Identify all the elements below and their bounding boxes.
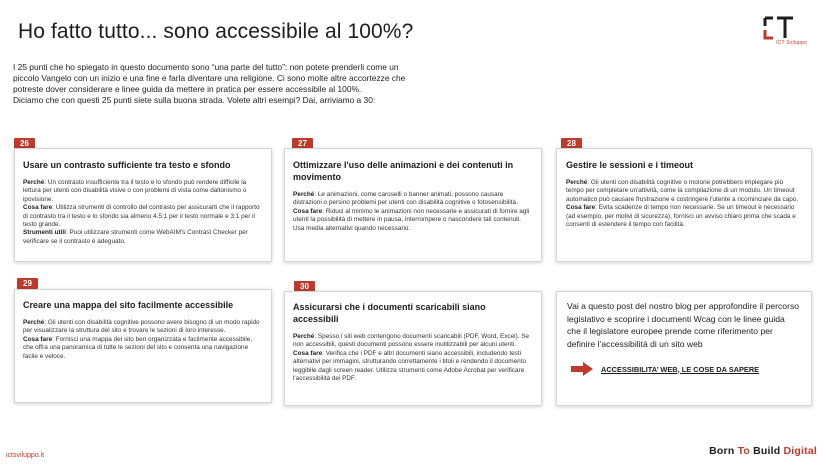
- card-title: Assicurarsi che i documenti scaricabili siano accessibili: [293, 302, 486, 324]
- section-text: : Evita scadenze di tempo non necessarie. Se un timeout è necessario (ad esempio, per motivi di sicurezza), fornisci un avviso chiaro prima che scada e consenti di estendere il tempo con facilità.: [566, 204, 796, 229]
- card-number-badge: 29: [17, 278, 38, 289]
- card-section-why: [23, 179, 263, 204]
- card-section-why: [566, 179, 802, 204]
- section-text: : Utilizza strumenti di controllo del contrasto per assicurarti che il rapporto di contrasto tra il testo e lo sfondo sia almeno 4.5:1 per il testo normale e 3:1 per il testo grande.: [23, 204, 260, 229]
- section-label: Perché: [23, 319, 45, 326]
- section-text: : Verifica che i PDF e altri documenti siano accessibili, includendo testi alternativi per immagini, strutturando correttamente i titoli e rendendo il documento leggibile dagli screen reader. Utilizza strumenti come Adobe Acrobat per verificare l'accessibilità dei PDF.: [293, 349, 527, 383]
- card-section-why: [293, 333, 533, 350]
- intro-line: potreste dover considerare e linee guida da mettere in pratica per essere accessibile al 100%.: [13, 84, 362, 94]
- card-number-badge: 30: [294, 281, 315, 292]
- promo-text: Vai a questo post del nostro blog per approfondire il percorso legislativo e scoprire i documenti Wcag con le linee guida che il legislatore europee prende come riferimento per definire l’accessibilità di un sito web: [567, 301, 800, 349]
- logo-text: ICT Sviluppo: [776, 40, 807, 46]
- card-number-badge: 27: [292, 138, 313, 149]
- section-text: : Puoi utilizzare strumenti come WebAIM's Contrast Checker per verificare se il contrasto è adeguato.: [23, 229, 248, 245]
- card-section-what: [23, 204, 263, 229]
- tip-card-29: [14, 289, 272, 403]
- card-section-what: [566, 204, 802, 229]
- section-label: Cosa fare: [23, 204, 53, 212]
- card-section-what: [293, 350, 533, 384]
- tip-card-27: [284, 148, 542, 262]
- section-text: : Gli utenti con disabilità cognitive o motorie potrebbero impiegare più tempo per completare un'attività, come la compilazione di un modulo. Un timeout automatico può causare frustrazione e costringere l'utente a ricominciare da capo.: [566, 179, 799, 203]
- card-title: Gestire le sessioni e i timeout: [566, 160, 694, 170]
- section-label: Cosa fare: [293, 349, 323, 357]
- promo-link-row[interactable]: [571, 362, 759, 376]
- section-text: : Un contrasto insufficiente tra il testo e lo sfondo può rendere difficile la lettura per utenti con disabilità visive o con problemi di vista come daltonismo o ipovisione.: [23, 179, 247, 203]
- tagline-to: To: [737, 445, 751, 457]
- footer-tagline: [709, 445, 817, 457]
- card-section-why: [23, 319, 263, 336]
- intro-line: piccolo Vangelo con un inizio e una fine e farla diventare una religione. Ci sono molte altre accortezze che: [13, 73, 406, 83]
- card-title: Ottimizzare l'uso delle animazioni e dei contenuti in movimento: [293, 160, 514, 182]
- tagline-digital: Digital: [783, 445, 817, 457]
- section-text: : Le animazioni, come caroselli o banner animati, possono causare distrazioni o persino problemi per utenti con disabilità cognitive o fotosensibilità.: [293, 191, 518, 207]
- card-number-badge: 28: [561, 138, 582, 149]
- section-label: Cosa fare: [23, 335, 53, 343]
- card-section-what: [23, 336, 263, 361]
- card-title: Usare un contrasto sufficiente tra testo e sfondo: [23, 160, 231, 170]
- tagline-build: Build: [750, 445, 784, 457]
- tagline-born: Born: [709, 445, 738, 457]
- section-text: : Fornisci una mappa del sito ben organizzata e facilmente accessibile, che offra una panoramica di tutte le sezioni del sito e consenta una navigazione facile e veloce.: [23, 335, 253, 360]
- tip-card-28: [556, 148, 812, 262]
- section-text: : Gli utenti con disabilità cognitive possono avere bisogno di un modo rapido per visualizzare la struttura del sito e trovare le sezioni di loro interesse.: [23, 319, 260, 335]
- section-label: Perché: [23, 179, 45, 186]
- blog-promo-box: [556, 291, 812, 406]
- section-text: : Riduci al minimo le animazioni non necessarie e assicurati di fornire agli utenti la possibilità di mettere in pausa, interrompere o nascondere tali contenuti. Usa media alternativi quando necessario.: [293, 207, 530, 232]
- card-number-badge: 26: [14, 138, 35, 149]
- intro-paragraph: [13, 62, 453, 106]
- ict-logo-icon: [763, 14, 795, 42]
- card-section-tools: [23, 229, 263, 246]
- intro-line: I 25 punti che ho spiegato in questo documento sono “una parte del tutto”: non potete prenderli come un: [13, 62, 399, 72]
- card-section-what: [293, 208, 533, 233]
- card-title: Creare una mappa del sito facilmente accessibile: [23, 300, 234, 310]
- card-section-why: [293, 191, 533, 208]
- section-label: Strumenti utili: [23, 229, 66, 237]
- page-title: Ho fatto tutto... sono accessibile al 100%?: [18, 20, 414, 43]
- section-text: : Spesso i siti web contengono documenti scaricabili (PDF, Word, Excel). Se non accessibili, questi documenti possono essere inutilizzabili per alcuni utenti.: [293, 333, 530, 349]
- section-label: Perché: [293, 333, 315, 340]
- tip-card-26: [14, 148, 272, 262]
- section-label: Cosa fare: [566, 204, 596, 212]
- section-label: Perché: [566, 179, 588, 186]
- blog-post-link[interactable]: ACCESSIBILITA’ WEB, LE COSE DA SAPERE: [601, 364, 760, 374]
- section-label: Perché: [293, 191, 315, 198]
- section-label: Cosa fare: [293, 207, 323, 215]
- footer-site[interactable]: ictsviluppo.it: [6, 452, 45, 459]
- tip-card-30: [284, 291, 542, 406]
- arrow-right-icon: [571, 362, 593, 376]
- intro-line: Diciamo che con questi 25 punti siete sulla buona strada. Volete altri esempi? Dai, arriviamo a 30:: [13, 95, 376, 105]
